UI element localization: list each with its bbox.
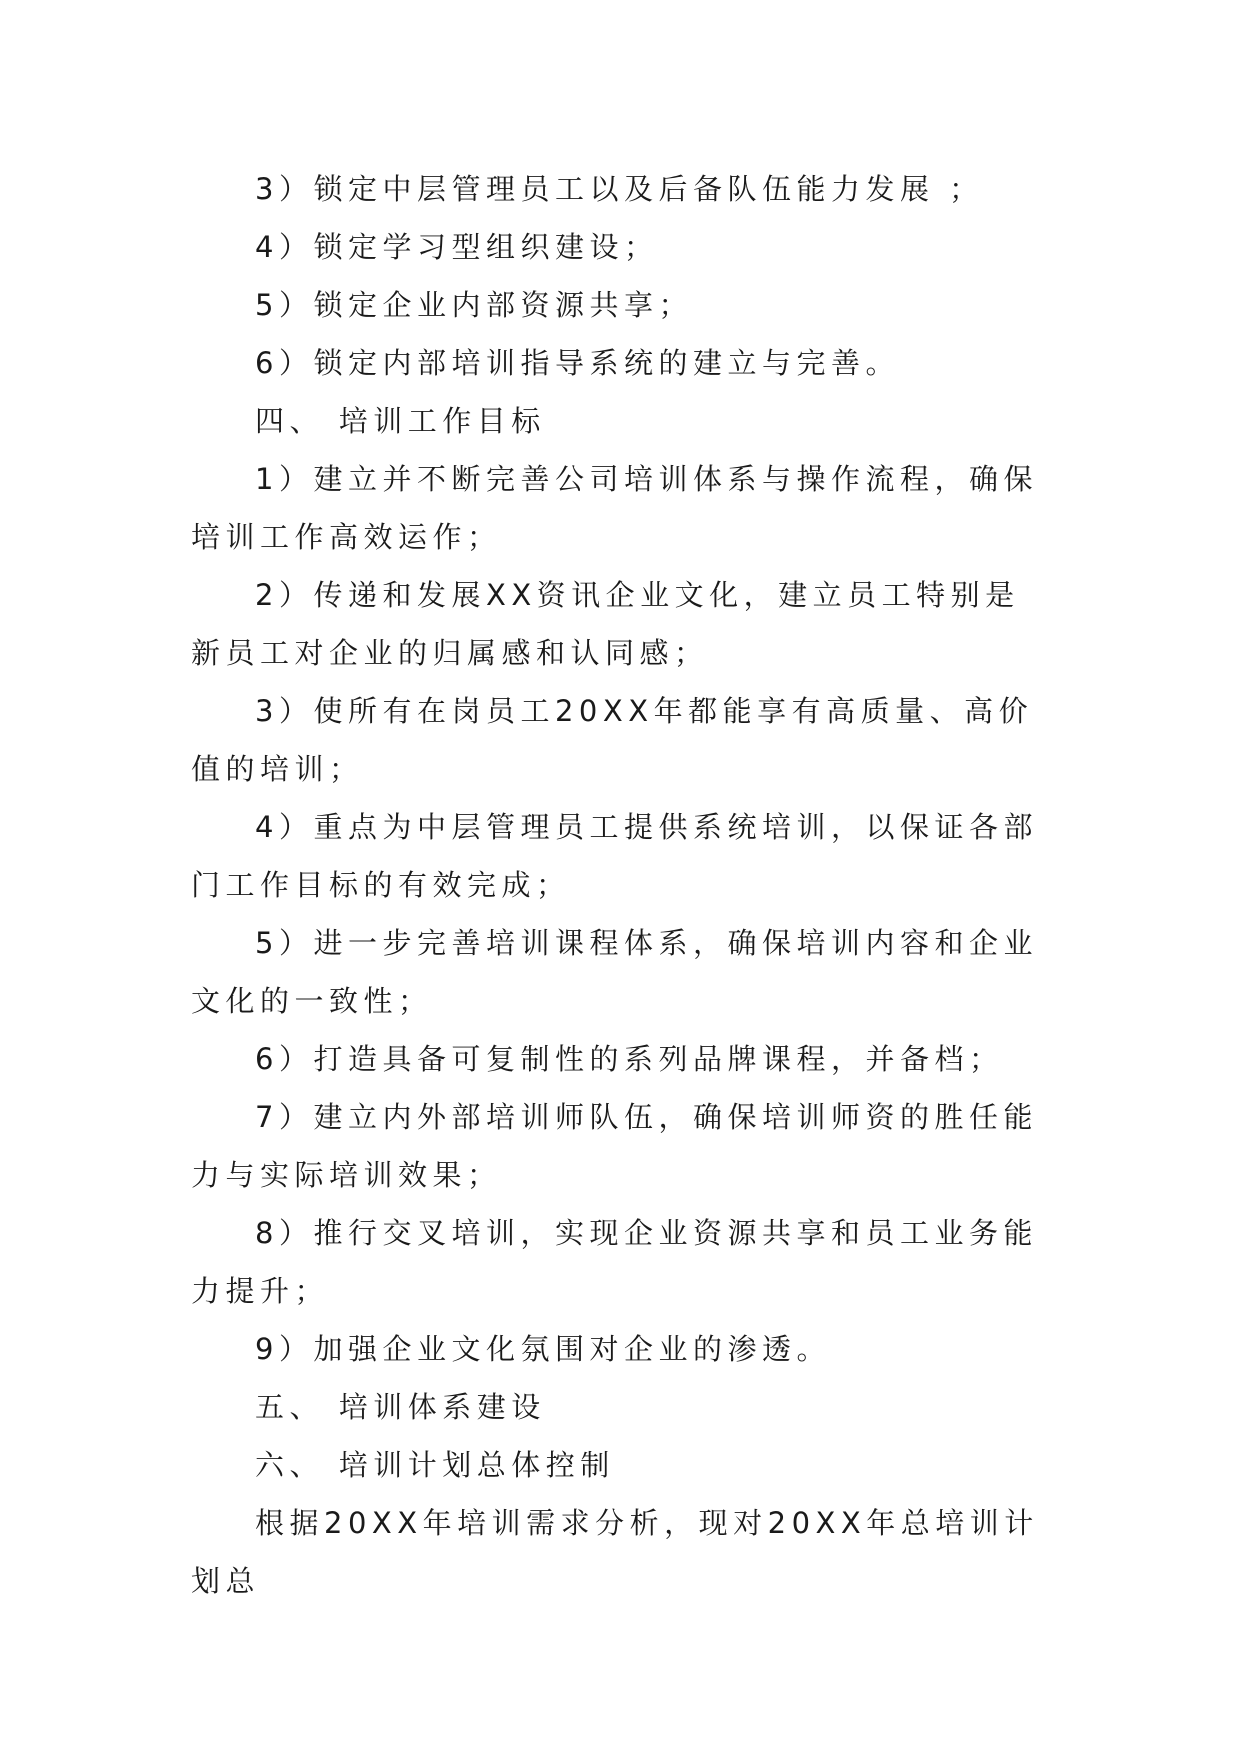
body-paragraph-plan-intro: 根据20XX年培训需求分析，现对20XX年总培训计划总 [191,1506,1039,1598]
section-heading-training-goals: 四、 培训工作目标 [255,404,546,438]
list-item-3-mid-management: 3）锁定中层管理员工以及后备队伍能力发展 ； [255,172,984,206]
goal-item-9: 9）加强企业文化氛围对企业的渗透。 [255,1332,831,1366]
list-item-4-learning-organization: 4）锁定学习型组织建设； [255,230,659,264]
goal-item-2: 2）传递和发展XX资讯企业文化，建立员工特别是新员工对企业的归属感和认同感； [191,578,1020,670]
list-item-6-guidance-system: 6）锁定内部培训指导系统的建立与完善。 [255,346,900,380]
goal-item-3: 3）使所有在岗员工20XX年都能享有高质量、高价值的培训； [191,694,1034,786]
goal-item-7: 7）建立内外部培训师队伍，确保培训师资的胜任能力与实际培训效果； [191,1100,1038,1192]
goal-item-6: 6）打造具备可复制性的系列品牌课程，并备档； [255,1042,1004,1076]
goal-item-5: 5）进一步完善培训课程体系，确保培训内容和企业文化的一致性； [191,926,1038,1018]
list-item-5-resource-sharing: 5）锁定企业内部资源共享； [255,288,693,322]
goal-item-1: 1）建立并不断完善公司培训体系与操作流程，确保培训工作高效运作； [191,462,1038,554]
goal-item-8: 8）推行交叉培训，实现企业资源共享和员工业务能力提升； [191,1216,1038,1308]
section-heading-plan-control: 六、 培训计划总体控制 [255,1448,615,1482]
section-heading-training-system: 五、 培训体系建设 [255,1390,546,1424]
document-body [191,160,1051,1610]
goal-item-4: 4）重点为中层管理员工提供系统培训，以保证各部门工作目标的有效完成； [191,810,1038,902]
